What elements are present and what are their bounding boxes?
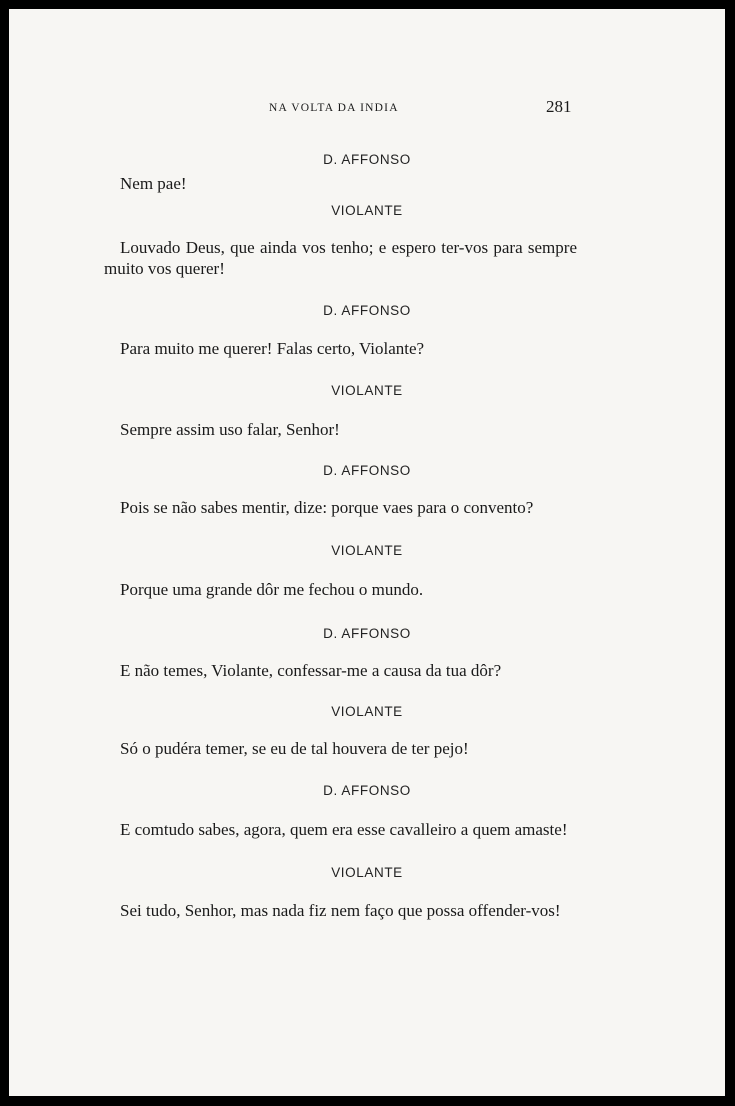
dialogue-line: Só o pudéra temer, se eu de tal houvera de ter pejo! xyxy=(120,739,469,758)
speaker-name: VIOLANTE xyxy=(331,383,403,398)
book-page xyxy=(9,9,725,1096)
dialogue-line: Para muito me querer! Falas certo, Violante? xyxy=(120,339,425,358)
speaker-name: D. AFFONSO xyxy=(323,783,411,798)
speaker-name: VIOLANTE xyxy=(331,543,403,558)
dialogue-line: E comtudo sabes, agora, quem era esse cavalleiro a quem amaste! xyxy=(120,820,568,839)
speaker-name: D. AFFONSO xyxy=(323,626,411,641)
speaker-name: VIOLANTE xyxy=(331,865,403,880)
page-number: 281 xyxy=(546,97,572,116)
dialogue-line: Pois se não sabes mentir, dize: porque vaes para o convento? xyxy=(120,498,534,517)
speaker-name: D. AFFONSO xyxy=(323,463,411,478)
dialogue-line: Sei tudo, Senhor, mas nada fiz nem faço que possa offender-vos! xyxy=(120,901,561,920)
page-header xyxy=(9,97,725,121)
speaker-name: D. AFFONSO xyxy=(323,303,411,318)
dialogue-line: Porque uma grande dôr me fechou o mundo. xyxy=(120,580,424,599)
speaker-name: VIOLANTE xyxy=(331,203,403,218)
running-title: NA VOLTA DA INDIA xyxy=(269,102,399,114)
speaker-name: D. AFFONSO xyxy=(323,152,411,167)
dialogue-line: Louvado Deus, que ainda vos tenho; e espero ter-vos para sempre muito vos querer! xyxy=(104,238,577,278)
dialogue-line: Nem pae! xyxy=(120,174,187,193)
dialogue-line: E não temes, Violante, confessar-me a causa da tua dôr? xyxy=(120,661,502,680)
speaker-name: VIOLANTE xyxy=(331,704,403,719)
dialogue-line: Sempre assim uso falar, Senhor! xyxy=(120,420,340,439)
